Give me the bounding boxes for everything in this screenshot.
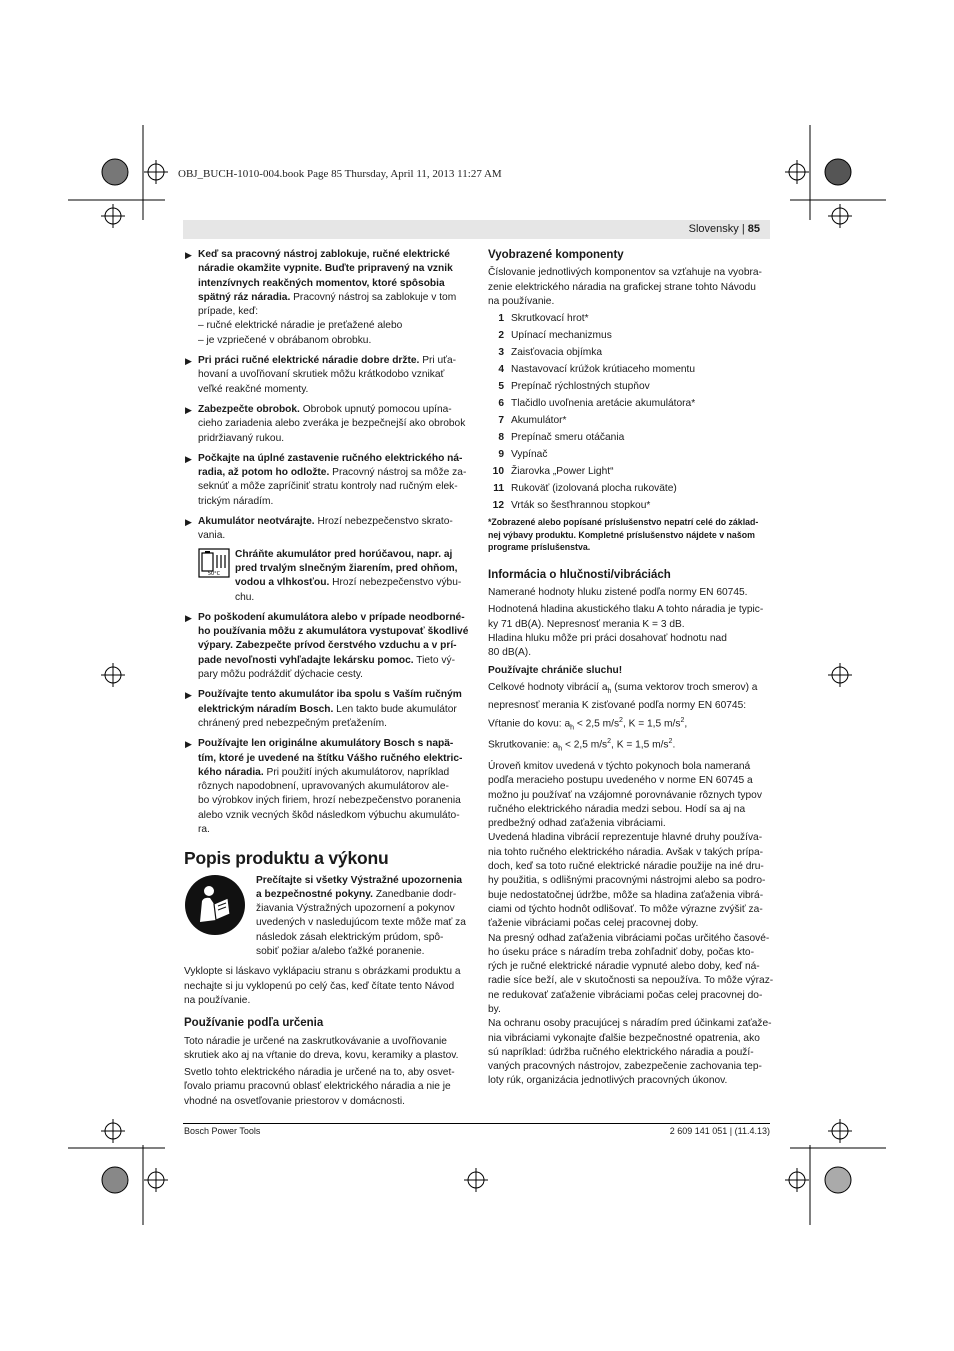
text-line: rôznych napodobnení, upravovaných akumulátorov ale- — [198, 781, 449, 793]
component-item: 4 Nastavovací krúžok krútiaceho momentu — [498, 364, 696, 376]
warning-bullet — [184, 515, 466, 544]
use-paragraph — [184, 1035, 466, 1064]
text-line: – ručné elektrické náradie je preťažené alebo — [198, 320, 403, 332]
text-line: a bezpečnostné pokyny. Zanedbanie dodr- — [256, 888, 457, 900]
components-list — [488, 312, 770, 513]
text-line: Zabezpečte obrobok. Obrobok upnutý pomocou upína- — [198, 403, 452, 415]
components-footnote — [488, 516, 770, 554]
text-line: chránený pred nebezpečným preťažením. — [198, 717, 388, 729]
text-line: ťaženie vibráciami počas celej pracovnej doby. — [488, 918, 699, 930]
warning-bullet — [184, 403, 466, 446]
triangle-bullet-icon: ▶ — [185, 404, 192, 415]
text-line: bo výrobkov iných firiem, hrozí nebezpečenstvo poranenia — [198, 795, 461, 807]
text-line: hovaní a uvoľňovaní skrutiek môžu krátkodobo vznikať — [198, 369, 445, 381]
text-line: ra. — [198, 823, 210, 835]
triangle-bullet-icon: ▶ — [185, 250, 192, 260]
components-heading: Vyobrazené komponenty — [488, 249, 624, 261]
read-manual-notice — [184, 874, 466, 960]
text-line: Toto náradie je určené na zaskrutkovávanie a uvoľňovanie — [184, 1035, 447, 1047]
text-line: radie síce beží, ale v skutočnosti sa nepoužíva. To môže výraz- — [488, 975, 774, 987]
text-line: vodou a vlhkosťou. Hrozí nebezpečenstvo výbu- — [235, 577, 462, 589]
text-line: Hodnotená hladina akustického tlaku A tohto náradia je typic- — [488, 604, 764, 616]
text-line: doch, keď sa toto ručné elektrické náradie použije na iné dru- — [488, 861, 764, 873]
text-line: náradie okamžite vypnite. Buďte pripravený na vznik — [198, 263, 453, 275]
file-info: OBJ_BUCH-1010-004.book Page 85 Thursday, April 11, 2013 11:27 AM — [178, 168, 502, 180]
text-line: veľké reakčné momenty. — [198, 383, 309, 395]
page-header: Slovensky | 85 — [183, 220, 770, 239]
text-line: podľa meracieho postupu uvedeného v norme EN 60745 a — [488, 775, 753, 787]
text-line: loty rúk, organizácia jednotlivých pracovných úkonov. — [488, 1075, 728, 1087]
warning-bullet — [184, 737, 466, 837]
text-line: ne redukovať zaťaženie vibráciami počas celej pracovnej do- — [488, 989, 763, 1001]
component-item: 9 Vypínač — [498, 449, 548, 461]
section-title: Popis produktu a výkonu — [184, 848, 389, 869]
read-manual-icon — [184, 874, 246, 936]
text-line: ručného elektrického náradia medzi sebou. Hodí sa aj na — [488, 803, 746, 815]
text-line: Číslovanie jednotlivých komponentov sa vzťahuje na vyobra- — [488, 267, 762, 279]
text-line: pred trvalým slnečným žiarením, pred ohňom, — [235, 562, 458, 574]
components-intro — [488, 266, 770, 309]
triangle-bullet-icon: ▶ — [185, 356, 192, 367]
text-line: buje nedostatočnej údržbe, môže sa hladina zaťaženia vibrá- — [488, 889, 764, 901]
component-item: 7 Akumulátor* — [498, 415, 567, 427]
left-column — [184, 248, 469, 1112]
triangle-bullet-icon: ▶ — [185, 612, 192, 623]
text-line: výpary. Zabezpečte prívod čerstvého vzduchu a v prí- — [198, 640, 457, 652]
text-line: sobiť požiar a/alebo ťažké poranenie. — [256, 946, 425, 958]
text-line: rých je ručné elektrické náradie vypnuté alebo doby, keď ná- — [488, 961, 760, 973]
warning-bullet — [184, 611, 469, 682]
text-line: *Zobrazené alebo popísané príslušenstvo nepatrí celé do základ- — [488, 517, 759, 528]
text-line: Svetlo tohto elektrického náradia je určené na to, aby osvet- — [184, 1067, 455, 1079]
right-column — [488, 248, 774, 1092]
text-line: na používanie. — [488, 295, 555, 307]
text-line: skrutiek ako aj na vŕtanie do dreva, kovu, keramiky a plastov. — [184, 1049, 459, 1061]
component-item: 1 Skrutkovací hrot* — [498, 313, 589, 325]
text-line: sú napríklad: údržba ručného elektrického náradia a použí- — [488, 1046, 754, 1058]
unfold-paragraph — [184, 965, 466, 1008]
triangle-bullet-icon: ▶ — [185, 453, 192, 464]
text-line: Hladina hluku môže pri práci dosahovať hodnotu nad — [488, 633, 727, 644]
text-line: elektrickým náradím Bosch. Len takto bude akumulátor — [198, 703, 457, 715]
warning-bullet — [184, 354, 466, 397]
text-line: by. — [488, 1004, 501, 1015]
header-language: Slovensky — [688, 223, 739, 235]
text-line: Prečítajte si všetky Výstražné upozornenia — [256, 874, 463, 886]
text-line: následok zásah elektrickým prúdom, spô- — [256, 931, 444, 943]
text-line: na používanie. — [184, 994, 251, 1006]
text-line: vhodné na osvetľovanie priestorov v domácnosti. — [184, 1095, 405, 1107]
text-line: prípade, keď: — [198, 306, 259, 318]
footer-doc-number: 2 609 141 051 | (11.4.13) — [669, 1126, 770, 1136]
text-line: predbežný odhad zaťaženia vibráciami. — [488, 818, 666, 830]
component-item: 5 Prepínač rýchlostných stupňov — [498, 381, 650, 393]
text-line: spätný ráz náradia. Pracovný nástroj sa zablokuje v tom — [198, 291, 457, 303]
text-line: nia vibráciami vykonajte ďalšie bezpečnostné opatrenia, ako — [488, 1032, 760, 1044]
triangle-bullet-icon: ▶ — [185, 739, 192, 750]
text-line: žiavania Výstražných upozornení a pokynov — [256, 903, 455, 915]
text-line: chu. — [235, 591, 255, 603]
svg-text:50°C: 50°C — [207, 570, 221, 577]
text-line: programe príslušenstva. — [488, 542, 591, 553]
component-item: 2 Upínací mechanizmus — [498, 330, 612, 342]
text-line: alebo vznik vecných škôd následkom výbuchu akumuláto- — [198, 809, 460, 821]
component-item: 12 Vrták so šesťhrannou stopkou* — [492, 500, 651, 512]
component-item: 3 Zaisťovacia objímka — [498, 347, 603, 359]
text-line: pade nevoľnosti vyhľadajte lekársku pomoc. Tieto vý- — [198, 654, 455, 666]
text-line: vaných pracovných nástrojov, zabezpečenie zachovania tep- — [488, 1061, 762, 1073]
text-line: ciami od týchto hodnôt odlišovať. To môže výrazne zvýšiť za- — [488, 903, 763, 915]
text-line: nechajte si ju vyklopenú po celý čas, keď čítate tento Návod — [184, 980, 455, 992]
text-line: zenie elektrického náradia na grafickej strane tohto Návodu — [488, 281, 756, 293]
text-line: nej výbavy produktu. Kompletné príslušenstvo nájdete v našom — [488, 529, 755, 540]
text-line: seknúť a môže zapríčiniť stratu kontroly nad ručným elek- — [198, 481, 458, 493]
text-line: Na ochranu osoby pracujúcej s náradím pred účinkami zaťaže- — [488, 1018, 772, 1030]
text-line: Pri práci ručné elektrické náradie dobre držte. Pri uťa- — [198, 355, 457, 367]
text-line: intenzívnych reakčných momentov, ktoré spôsobia — [198, 277, 445, 289]
use-heading: Používanie podľa určenia — [184, 1017, 324, 1030]
vibration-values: Celkové hodnoty vibrácií $a_h$ (suma vektorov troch smerov) a nepresnosť merania K zisťované podľa normy EN 60745: Vŕtanie do kovu: $a_h < 2,5$ $m/s^2$, K = 1,5 $m/s^2$, Skrutkovanie: $a_h < 2,5$ $m/s^2$, K = 1,5 $m/s^2$. — [488, 681, 758, 753]
heat-warning — [184, 548, 466, 605]
component-item: 6 Tlačidlo uvoľnenia aretácie akumulátora* — [498, 398, 696, 410]
footer-rule — [183, 1123, 770, 1124]
text-line: hy použitia, s odlišnými pracovnými nástrojmi alebo sa podro- — [488, 875, 766, 887]
battery-heat-icon — [198, 548, 230, 578]
text-line: Akumulátor neotvárajte. Hrozí nebezpečenstvo skrato- — [198, 516, 453, 528]
text-line: Počkajte na úplné zastavenie ručného elektrického ná- — [198, 452, 463, 464]
text-line: pary môžu podráždiť dýchacie cesty. — [198, 669, 364, 681]
text-line: Používajte tento akumulátor iba spolu s Vaším ručným — [198, 689, 462, 701]
text-line: Používajte len originálne akumulátory Bosch s napä- — [198, 738, 454, 750]
text-line: pridržiavaný rukou. — [198, 432, 285, 444]
text-line: tím, ktoré je uvedené na štítku Vášho ručného elektric- — [198, 752, 463, 764]
text-line: vania. — [198, 530, 226, 542]
use-paragraph — [184, 1066, 466, 1109]
text-line: Úroveň kmitov uvedená v týchto pokynoch bola nameraná — [488, 760, 751, 772]
text-line: ky 71 dB(A). Nepresnosť merania K = 3 dB. — [488, 618, 685, 630]
warning-bullet — [184, 452, 466, 509]
text-line: Uvedená hladina vibrácií reprezentuje hlavné druhy používa- — [488, 832, 763, 844]
text-line: cieho zariadenia alebo zveráka je bezpečnejší ako obrobok — [198, 418, 466, 430]
triangle-bullet-icon: ▶ — [185, 517, 192, 528]
text-line: – je vzpriečené v obrábanom obrobku. — [198, 334, 372, 346]
text-line: ho úseku práce s náradím treba zohľadniť doby, počas kto- — [488, 946, 754, 958]
warning-bullet — [184, 688, 466, 731]
text-line: uvedených v nasledujúcom texte môže mať za — [256, 917, 466, 929]
component-item: 11 Rukoväť (izolovaná plocha rukoväte) — [493, 483, 677, 495]
text-line: Chráňte akumulátor pred horúčavou, napr. aj — [235, 548, 453, 560]
noise-heading: Informácia o hlučnosti/vibráciách — [488, 568, 671, 581]
text-line: Vyklopte si láskavo vyklápaciu stranu s obrázkami produktu a — [184, 966, 461, 978]
triangle-bullet-icon: ▶ — [185, 690, 192, 701]
text-line: ľovalo priamu pracovnú oblasť elektrického náradia a nie je — [184, 1081, 451, 1093]
text-line: Keď sa pracovný nástroj zablokuje, ručné elektrické — [198, 249, 450, 260]
noise-paragraph: Namerané hodnoty hluku zistené podľa normy EN 60745. — [488, 587, 748, 599]
noise-paragraph — [488, 603, 770, 660]
component-item: 10 Žiarovka „Power Light“ — [492, 466, 614, 478]
text-line: nia tohto ručného elektrického náradia. Avšak v takých prípa- — [488, 846, 764, 858]
text-line: ho používania môžu z akumulátora vystupovať škodlivé — [198, 626, 469, 638]
component-item: 8 Prepínač smeru otáčania — [498, 432, 625, 444]
footer-brand: Bosch Power Tools — [184, 1126, 261, 1136]
hearing-protection-note: Používajte chrániče sluchu! — [488, 664, 623, 676]
text-line: Na presný odhad zaťaženia vibráciami počas určitého časové- — [488, 932, 770, 944]
text-line: kého náradia. Pri použití iných akumulátorov, napríklad — [198, 766, 450, 778]
text-line: možno ju používať na vzájomné porovnávanie rôznych typov — [488, 789, 762, 801]
text-line: radia, až potom ho odložte. Pracovný nástroj sa môže za- — [198, 467, 467, 479]
page-number: 85 — [747, 223, 760, 235]
warning-bullet — [184, 248, 466, 348]
vibration-explanation — [488, 760, 774, 1089]
text-line: Po poškodení akumulátora alebo v prípade neodborné- — [198, 611, 465, 623]
text-line: 80 dB(A). — [488, 647, 532, 659]
text-line: trickým náradím. — [198, 495, 274, 507]
